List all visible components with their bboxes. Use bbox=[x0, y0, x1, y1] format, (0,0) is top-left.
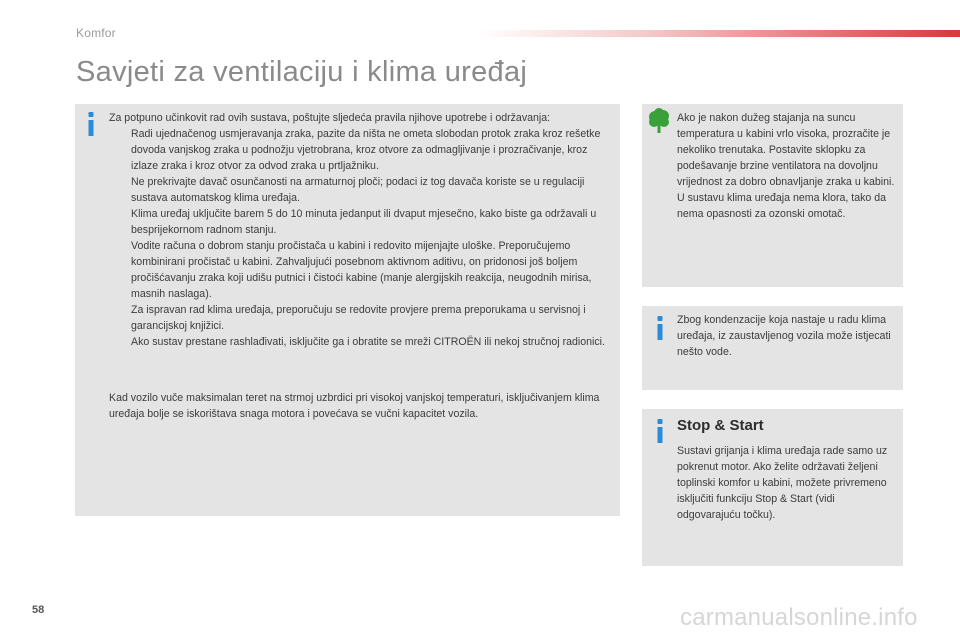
list-item bbox=[109, 206, 610, 238]
tip-text: Radi ujednačenog usmjeravanja zraka, pazite da ništa ne ometa slobodan protok zraka kroz rešetke dovoda vanjskog zraka u podnožju vjetrobrana, kroz otvore za odmagljivanje i prozračivanje, kroz izlaze zraka i kroz otvor za odvod zraka u prtljažniku. bbox=[131, 128, 601, 172]
stop-start-panel bbox=[642, 409, 903, 566]
eco-tip-text: Ako je nakon dužeg stajanja na suncu temperatura u kabini vrlo visoka, prozračite je nekoliko trenutaka. Postavite sklopku za podešavanje brzine ventilatora na dovoljnu vrijednost za dobro obnavljanje zraka u kabini. U sustavu klima uređaja nema klora, tako da nema opasnosti za ozonski omotač. bbox=[677, 112, 895, 220]
tip-text: Ne prekrivajte davač osunčanosti na armaturnoj ploči; podaci iz tog davača koriste se u regulaciji sustava automatskog klima uređaja. bbox=[131, 176, 585, 204]
ventilation-tips-panel bbox=[75, 104, 620, 516]
towing-note: Kad vozilo vuče maksimalan teret na strmoj uzbrdici pri visokoj vanjskoj temperaturi, isključivanjem klima uređaja bolje se iskorištava snaga motora i povećava se vučni kapacitet vozila. bbox=[109, 392, 600, 420]
info-icon bbox=[656, 419, 664, 443]
condensation-panel bbox=[642, 306, 903, 390]
stop-start-text: Sustavi grijanja i klima uređaja rade samo uz pokrenut motor. Ako želite održavati željeni toplinski komfor u kabini, možete privremeno isključiti funkciju Stop & Start (vidi odgovarajuću točku). bbox=[677, 445, 888, 521]
page-number: 58 bbox=[32, 604, 45, 616]
list-item bbox=[109, 334, 610, 350]
tips-intro: Za potpuno učinkovit rad ovih sustava, poštujte sljedeća pravila njihove upotrebe i održavanja: bbox=[109, 112, 551, 124]
info-icon bbox=[656, 316, 664, 340]
page-title: Savjeti za ventilaciju i klima uređaj bbox=[76, 56, 528, 88]
list-item bbox=[109, 302, 610, 334]
eco-tree-icon bbox=[646, 108, 672, 134]
header-section-label: Komfor bbox=[76, 26, 116, 40]
list-item bbox=[109, 238, 610, 302]
header-accent-bar bbox=[478, 30, 960, 37]
tip-text: Vodite računa o dobrom stanju pročistača u kabini i redovito mijenjajte uloške. Preporučujemo kombinirani pročistač u kabini. Zahvaljujući posebnom aktivnom aditivu, on pridonosi još boljem pročišćavanju zraka koji udišu putnici i čistoći kabine (manje alergijskih reakcija, neugodnih mirisa, masnih naslaga). bbox=[131, 240, 592, 300]
list-item bbox=[109, 126, 610, 174]
list-item bbox=[109, 174, 610, 206]
stop-start-title: Stop & Start bbox=[677, 417, 764, 434]
condensation-text: Zbog kondenzacije koja nastaje u radu klima uređaja, iz zaustavljenog vozila može istjecati nešto vode. bbox=[677, 314, 891, 358]
tips-list bbox=[109, 126, 610, 350]
eco-tip-panel bbox=[642, 104, 903, 287]
tip-text: Ako sustav prestane rashlađivati, isključite ga i obratite se mreži CITROËN ili nekoj stručnoj radionici. bbox=[131, 336, 605, 348]
info-icon bbox=[87, 112, 95, 136]
watermark: carmanualsonline.info bbox=[680, 604, 918, 631]
tip-text: Za ispravan rad klima uređaja, preporučuju se redovite provjere prema preporukama u servisnoj i garancijskoj knjižici. bbox=[131, 304, 586, 332]
tip-text: Klima uređaj uključite barem 5 do 10 minuta jedanput ili dvaput mjesečno, kako biste ga održavali u besprijekornom radnom stanju. bbox=[131, 208, 597, 236]
